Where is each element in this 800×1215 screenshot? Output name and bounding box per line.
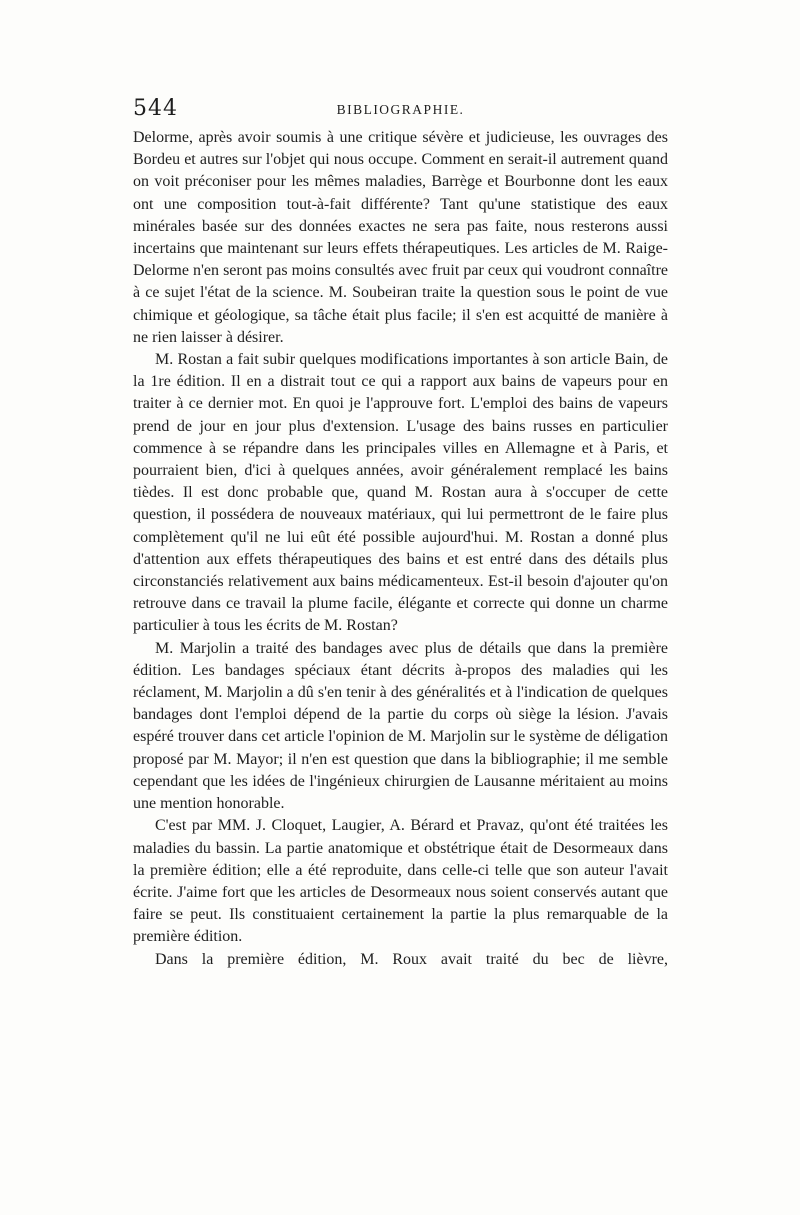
paragraph-rostan: M. Rostan a fait subir quelques modifications importantes à son article Bain, de la 1re édition. Il en a distrait tout ce qui a rapport aux bains de vapeurs pour en traiter à ce dernier mot. En quoi je l'approuve fort. L'emploi des bains de vapeurs prend de jour en jour plus d'extension. L'usage des bains russes en particulier commence à se répandre dans les principales villes en Allemagne et à Paris, et pourraient bien, d'ici à quelques années, avoir généralement remplacé les bains tièdes. Il est donc probable que, quand M. Rostan aura à s'occuper de cette question, il possédera de nouveaux matériaux, qui lui permettront de le faire plus complètement qu'il ne lui eût été possible aujourd'hui. M. Rostan a donné plus d'attention aux effets thérapeutiques des bains et est entré dans des détails plus circonstanciés relativement aux bains médicamenteux. Est-il besoin d'ajouter qu'on retrouve dans ce travail la plume facile, élégante et correcte qui donne un charme particulier à tous les écrits de M. Rostan? — [133, 351, 668, 635]
page-number: 544 — [133, 96, 178, 121]
paragraph-bassin: C'est par MM. J. Cloquet, Laugier, A. Bérard et Pravaz, qu'ont été traitées les maladies du bassin. La partie anatomique et obstétrique était de Desormeaux dans la première édition; elle a été reproduite, dans celle-ci telle que son auteur l'avait écrite. J'aime fort que les articles de Desormeaux nous soient conservés autant que faire se peut. Ils constituaient certainement la partie la plus remarquable de la première édition. — [133, 817, 668, 946]
paragraph-continuation: Delorme, après avoir soumis à une critique sévère et judicieuse, les ouvrages des Bordeu et autres sur l'objet qui nous occupe. Comment en serait-il autrement quand on voit préconiser pour les mêmes maladies, Barrège et Bourbonne dont les eaux ont une composition tout-à-fait différente? Tant qu'une statistique des eaux minérales basée sur des données exactes ne sera pas faite, nous resterons aussi incertains que maintenant sur leurs effets thérapeutiques. Les articles de M. Raige-Delorme n'en seront pas moins consultés avec fruit par ceux qui voudront connaître à ce sujet l'état de la science. M. Soubeiran traite la question sous le point de vue chimique et géologique, sa tâche était plus facile; il s'en est acquitté de manière à ne rien laisser à désirer. — [133, 129, 668, 346]
running-title: BIBLIOGRAPHIE. — [336, 102, 465, 117]
paragraph-marjolin: M. Marjolin a traité des bandages avec plus de détails que dans la première édition. Les bandages spéciaux étant décrits à-propos des maladies qui les réclament, M. Marjolin a dû s'en tenir à des généralités et à l'indication de quelques bandages dont l'emploi dépend de la partie du corps où siège la lésion. J'avais espéré trouver dans cet article l'opinion de M. Marjolin sur le système de déligation proposé par M. Mayor; il n'en est question que dans la bibliographie; il me semble cependant que les idées de l'ingénieux chirurgien de Lausanne méritaient au moins une mention honorable. — [133, 639, 668, 813]
paragraph-roux: Dans la première édition, M. Roux avait traité du bec de lièvre, — [155, 950, 668, 968]
page-header — [133, 96, 668, 122]
body-text — [133, 127, 668, 971]
